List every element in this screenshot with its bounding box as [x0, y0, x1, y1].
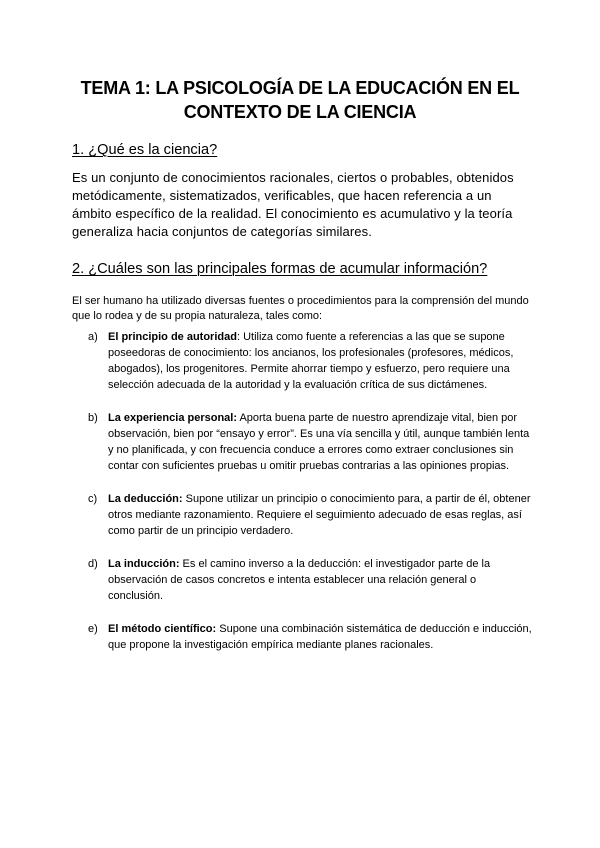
list-item-text: Supone utilizar un principio o conocimiento para, a partir de él, obtener otros mediante razonamiento. Requiere el seguimiento adecuado de esas reglas, así como partir de un principio verdadero.	[108, 493, 531, 537]
list-marker: c)	[88, 493, 98, 505]
list-item-text: Supone una combinación sistemática de deducción e inducción, que propone la investigación empírica mediante planes racionales.	[108, 623, 532, 651]
list-item-experience	[72, 410, 532, 474]
list-item-induction	[72, 556, 532, 604]
list-item-term: El método científico:	[108, 623, 217, 635]
sources-list	[72, 329, 532, 670]
list-item-term: El principio de autoridad	[108, 331, 237, 343]
section-2-intro: El ser humano ha utilizado diversas fuentes o procedimientos para la comprensión del mundo que lo rodea y de su propia naturaleza, tales como:	[72, 295, 529, 322]
list-item-term: La inducción:	[108, 558, 180, 570]
list-item-text: Es el camino inverso a la deducción: el investigador parte de la observación de casos concretos e intenta establecer una relación general o conclusión.	[108, 558, 491, 602]
list-item-authority	[72, 329, 532, 393]
section-1-heading: 1. ¿Qué es la ciencia?	[72, 142, 218, 158]
list-marker: b)	[88, 412, 98, 424]
page-title-line-2: CONTEXTO DE LA CIENCIA	[183, 102, 417, 122]
section-1-paragraph: Es un conjunto de conocimientos racionales, ciertos o probables, obtenidos metódicamente, sistematizados, verificables, que hacen referencia a un ámbito específico de la realidad. El conocimiento es acumulativo y la teoría generaliza hacia conjuntos de categorías similares.	[72, 170, 514, 239]
list-item-deduction	[72, 491, 532, 539]
list-item-text: Aporta buena parte de nuestro aprendizaje vital, bien por observación, bien por “ensayo y error”. Es una vía sencilla y útil, aunque también lenta y no planificada, y con frecuencia conduce a errores como extraer conclusiones sin contar con suficientes pruebas u omitir pruebas contrarias a las opiniones propias.	[108, 412, 530, 472]
page-title	[60, 76, 540, 124]
list-marker: e)	[88, 623, 98, 635]
list-marker: d)	[88, 558, 98, 570]
section-2-heading: 2. ¿Cuáles son las principales formas de acumular información?	[72, 261, 488, 277]
list-item-scientific-method	[72, 621, 532, 653]
list-item-term: La experiencia personal:	[108, 412, 237, 424]
list-marker: a)	[88, 331, 98, 343]
list-item-term: La deducción:	[108, 493, 183, 505]
page-title-line-1: TEMA 1: LA PSICOLOGÍA DE LA EDUCACIÓN EN EL	[80, 78, 520, 98]
list-item-text: : Utiliza como fuente a referencias a las que se supone poseedoras de conocimiento: los ancianos, los profesionales (profesores, médicos, abogados), los progenitores. Permite ahorrar tiempo y esfuerzo, pero requiere una selección adecuada de la autoridad y la evaluación crítica de sus dictámenes.	[108, 331, 514, 391]
